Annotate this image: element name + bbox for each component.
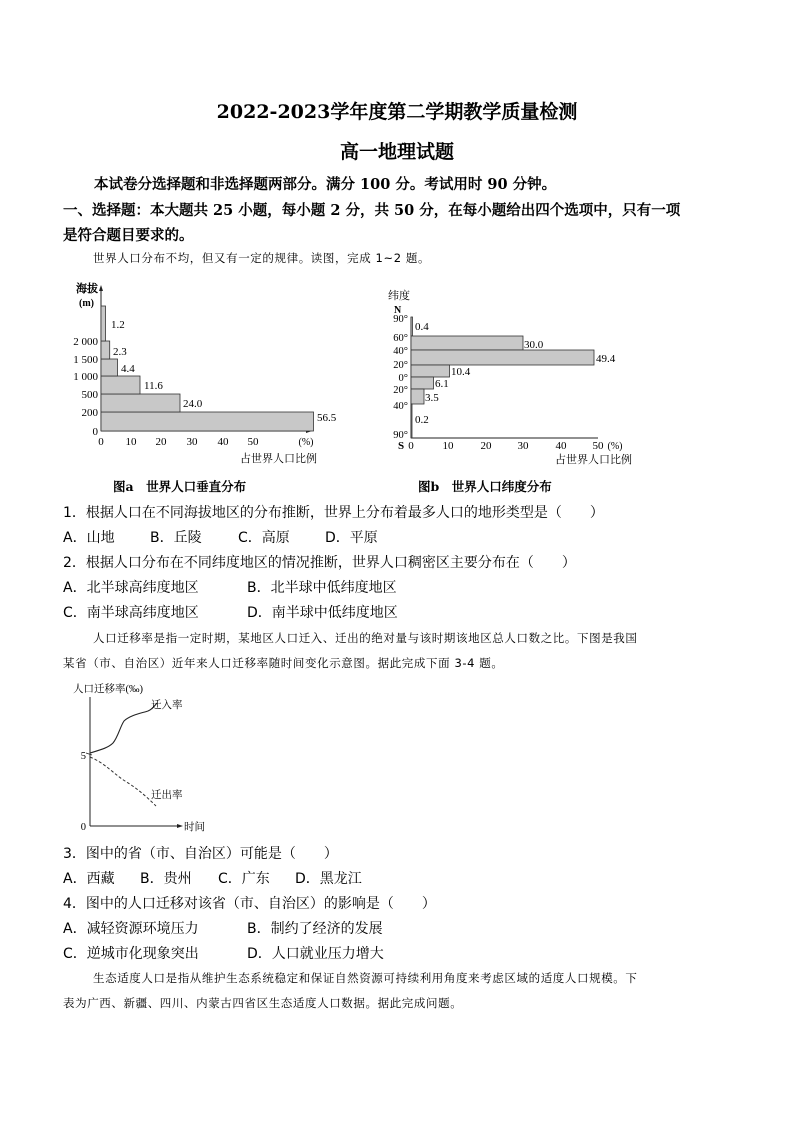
- question-3-stem: 3．图中的省（市、自治区）可能是（ ）: [63, 846, 338, 862]
- passage-2-line1: 人口迁移率是指一定时期，某地区人口迁入、迁出的绝对量与该时期该地区总人口数之比。下图是我国: [93, 631, 638, 645]
- svg-text:S: S: [398, 440, 405, 452]
- svg-text:时间: 时间: [184, 822, 205, 833]
- outflow-label: 迁出率: [151, 790, 183, 801]
- chart-a-vertical-distribution: [60, 275, 350, 470]
- svg-text:30.0: 30.0: [524, 339, 544, 351]
- svg-text:56.5: 56.5: [317, 412, 337, 424]
- svg-text:0: 0: [92, 426, 98, 438]
- svg-text:200: 200: [81, 407, 98, 419]
- passage-2-line2: 某省（市、自治区）近年来人口迁移率随时间变化示意图。据此完成下面 3-4 题。: [63, 656, 504, 670]
- question-4-stem: 4．图中的人口迁移对该省（市、自治区）的影响是（ ）: [63, 896, 436, 912]
- exam-note: 本试卷分选择题和非选择题两部分。满分 100 分。考试用时 90 分钟。: [94, 176, 557, 193]
- svg-text:24.0: 24.0: [183, 398, 203, 410]
- q3-option-d[interactable]: D．黑龙江: [295, 871, 362, 887]
- svg-text:0°: 0°: [398, 373, 408, 384]
- svg-text:(%): (%): [298, 437, 314, 448]
- svg-text:10: 10: [442, 440, 454, 452]
- svg-text:20°: 20°: [393, 385, 408, 396]
- q2-option-d[interactable]: D．南半球中低纬度地区: [247, 605, 398, 621]
- svg-text:人口迁移率(‰): 人口迁移率(‰): [73, 684, 143, 695]
- svg-text:(%): (%): [607, 441, 623, 452]
- q2-option-c[interactable]: C．南半球高纬度地区: [63, 605, 199, 621]
- q4-option-a[interactable]: A．减轻资源环境压力: [63, 921, 199, 937]
- chart-b-caption: 图b 世界人口纬度分布: [418, 479, 552, 494]
- q2-option-a[interactable]: A．北半球高纬度地区: [63, 580, 199, 596]
- section-heading-line1: 一、选择题：本大题共 25 小题，每小题 2 分，共 50 分，在每小题给出四个选项中，只有一项: [63, 202, 681, 219]
- q1-option-b[interactable]: B．丘陵: [150, 530, 202, 546]
- svg-text:占世界人口比例: 占世界人口比例: [555, 454, 632, 466]
- svg-text:20°: 20°: [393, 360, 408, 371]
- svg-text:占世界人口比例: 占世界人口比例: [240, 453, 317, 465]
- svg-text:2 000: 2 000: [73, 336, 98, 348]
- exam-title: 2022-2023学年度第二学期教学质量检测: [216, 101, 578, 123]
- svg-text:0: 0: [98, 436, 104, 448]
- chart-a-ylabel: 海拔: [76, 283, 98, 295]
- question-1-stem: 1．根据人口在不同海拔地区的分布推断，世界上分布着最多人口的地形类型是（ ）: [63, 505, 604, 521]
- svg-text:0.4: 0.4: [415, 321, 429, 333]
- svg-text:40: 40: [217, 436, 229, 448]
- svg-text:40°: 40°: [393, 346, 408, 357]
- svg-text:0.2: 0.2: [415, 414, 429, 426]
- svg-text:纬度: 纬度: [388, 290, 410, 302]
- svg-text:1 000: 1 000: [73, 371, 98, 383]
- svg-text:5: 5: [80, 751, 86, 762]
- chart-b-latitude-distribution: [370, 280, 660, 470]
- svg-text:40°: 40°: [393, 401, 408, 412]
- svg-text:20: 20: [155, 436, 167, 448]
- section-heading-line2: 是符合题目要求的。: [63, 227, 194, 244]
- passage-1: 世界人口分布不均，但又有一定的规律。读图，完成 1~2 题。: [93, 251, 431, 265]
- svg-text:30: 30: [186, 436, 198, 448]
- inflow-label: 迁入率: [151, 700, 183, 711]
- q4-option-c[interactable]: C．逆城市化现象突出: [63, 946, 199, 962]
- svg-text:1 500: 1 500: [73, 354, 98, 366]
- svg-text:11.6: 11.6: [144, 380, 163, 392]
- svg-text:40: 40: [555, 440, 567, 452]
- svg-text:60°: 60°: [393, 333, 408, 344]
- q4-option-d[interactable]: D．人口就业压力增大: [247, 946, 384, 962]
- svg-text:2.3: 2.3: [113, 346, 127, 358]
- q1-option-a[interactable]: A．山地: [63, 530, 115, 546]
- svg-text:6.1: 6.1: [435, 378, 449, 390]
- svg-text:10: 10: [125, 436, 137, 448]
- svg-text:30: 30: [517, 440, 529, 452]
- chart-a-caption: 图a 世界人口垂直分布: [113, 479, 247, 494]
- question-2-stem: 2．根据人口分布在不同纬度地区的情况推断，世界人口稠密区主要分布在（ ）: [63, 555, 576, 571]
- q2-option-b[interactable]: B．北半球中低纬度地区: [247, 580, 397, 596]
- svg-text:50: 50: [592, 440, 604, 452]
- svg-text:4.4: 4.4: [121, 363, 135, 375]
- svg-text:(m): (m): [79, 298, 94, 309]
- passage-3-line1: 生态适度人口是指从维护生态系统稳定和保证自然资源可持续利用角度来考虑区域的适度人口规模。下: [93, 971, 638, 985]
- svg-text:1.2: 1.2: [111, 319, 125, 331]
- svg-text:20: 20: [480, 440, 492, 452]
- svg-text:0: 0: [408, 440, 414, 452]
- passage-3-line2: 表为广西、新疆、四川、内蒙古四省区生态适度人口数据。据此完成问题。: [63, 996, 463, 1010]
- svg-text:3.5: 3.5: [425, 392, 439, 404]
- svg-text:0: 0: [80, 822, 86, 833]
- svg-text:10.4: 10.4: [451, 366, 471, 378]
- chart-migration-rate: [60, 675, 260, 840]
- svg-text:90°: 90°: [393, 430, 408, 441]
- q1-option-c[interactable]: C．高原: [238, 530, 290, 546]
- q4-option-b[interactable]: B．制约了经济的发展: [247, 921, 383, 937]
- svg-text:49.4: 49.4: [596, 353, 616, 365]
- svg-text:500: 500: [81, 389, 98, 401]
- q3-option-b[interactable]: B．贵州: [140, 871, 192, 887]
- svg-text:90°: 90°: [393, 314, 408, 325]
- q1-option-d[interactable]: D．平原: [325, 530, 378, 546]
- q3-option-c[interactable]: C．广东: [218, 871, 270, 887]
- svg-text:50: 50: [247, 436, 259, 448]
- q3-option-a[interactable]: A．西藏: [63, 871, 115, 887]
- svg-text:N: N: [394, 305, 402, 316]
- exam-subtitle: 高一地理试题: [339, 141, 454, 163]
